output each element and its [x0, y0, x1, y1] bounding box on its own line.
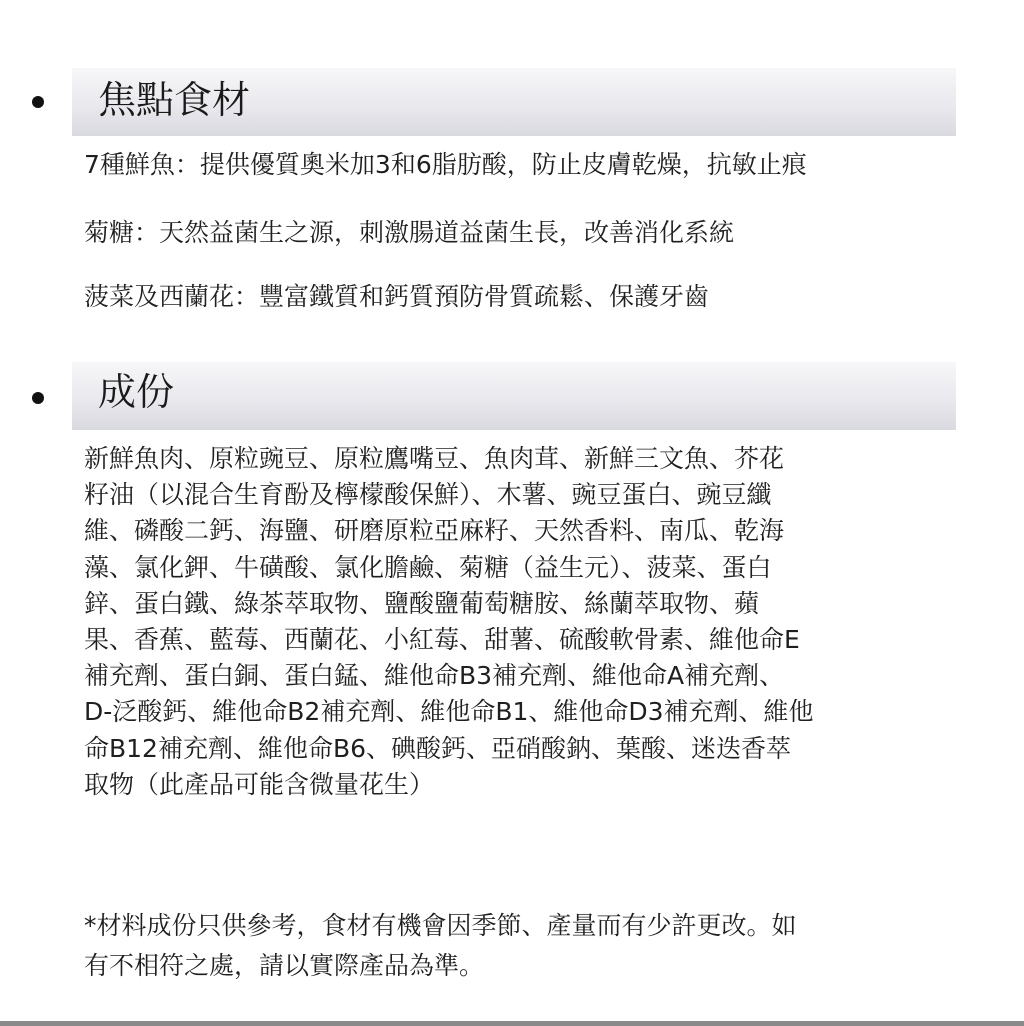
ingredients-section-header	[72, 362, 956, 430]
focus-item-spinach-broccoli: 菠菜及西蘭花：豐富鐵質和鈣質預防骨質疏鬆、保護牙齒	[84, 282, 710, 311]
ingredients-line: 鋅、蛋白鐵、綠茶萃取物、鹽酸鹽葡萄糖胺、絲蘭萃取物、蘋	[84, 588, 760, 618]
ingredients-list	[84, 441, 944, 803]
ingredients-line: 取物（此產品可能含微量花生）	[84, 769, 435, 799]
ingredients-line: 維、磷酸二鈣、海鹽、研磨原粒亞麻籽、天然香料、南瓜、乾海	[84, 516, 785, 546]
focus-section-title: 焦點食材	[98, 78, 251, 122]
ingredients-line: D-泛酸鈣、維他命B2補充劑、維他命B1、維他命D3補充劑、維他	[84, 697, 814, 727]
disclaimer-line: 有不相符之處，請以實際產品為準。	[84, 951, 485, 980]
ingredients-section-title: 成份	[98, 370, 175, 414]
ingredients-line: 新鮮魚肉、原粒豌豆、原粒鷹嘴豆、魚肉茸、新鮮三文魚、芥花	[84, 444, 785, 473]
focus-item-inulin: 菊糖：天然益菌生之源，刺激腸道益菌生長，改善消化系統	[84, 218, 735, 247]
focus-section-bullet	[32, 96, 44, 108]
ingredients-section-bullet	[32, 392, 44, 404]
ingredients-line: 籽油（以混合生育酚及檸檬酸保鮮）、木薯、豌豆蛋白、豌豆纖	[84, 480, 772, 510]
ingredients-line: 果、香蕉、藍莓、西蘭花、小紅莓、甜薯、硫酸軟骨素、維他命E	[84, 625, 800, 655]
ingredients-line: 藻、氯化鉀、牛磺酸、氯化膽鹼、菊糖（益生元）、菠菜、蛋白	[84, 552, 772, 582]
ingredients-line: 補充劑、蛋白銅、蛋白錳、維他命B3補充劑、維他命A補充劑、	[84, 661, 785, 691]
bottom-divider	[0, 1021, 1024, 1026]
disclaimer-line: *材料成份只供參考，食材有機會因季節、產量而有少許更改。如	[84, 911, 797, 940]
disclaimer-note	[84, 906, 944, 986]
focus-item-fish: 7種鮮魚：提供優質奧米加3和6脂肪酸，防止皮膚乾燥，抗敏止痕	[84, 150, 807, 179]
ingredients-line: 命B12補充劑、維他命B6、碘酸鈣、亞硝酸鈉、葉酸、迷迭香萃	[84, 733, 792, 763]
